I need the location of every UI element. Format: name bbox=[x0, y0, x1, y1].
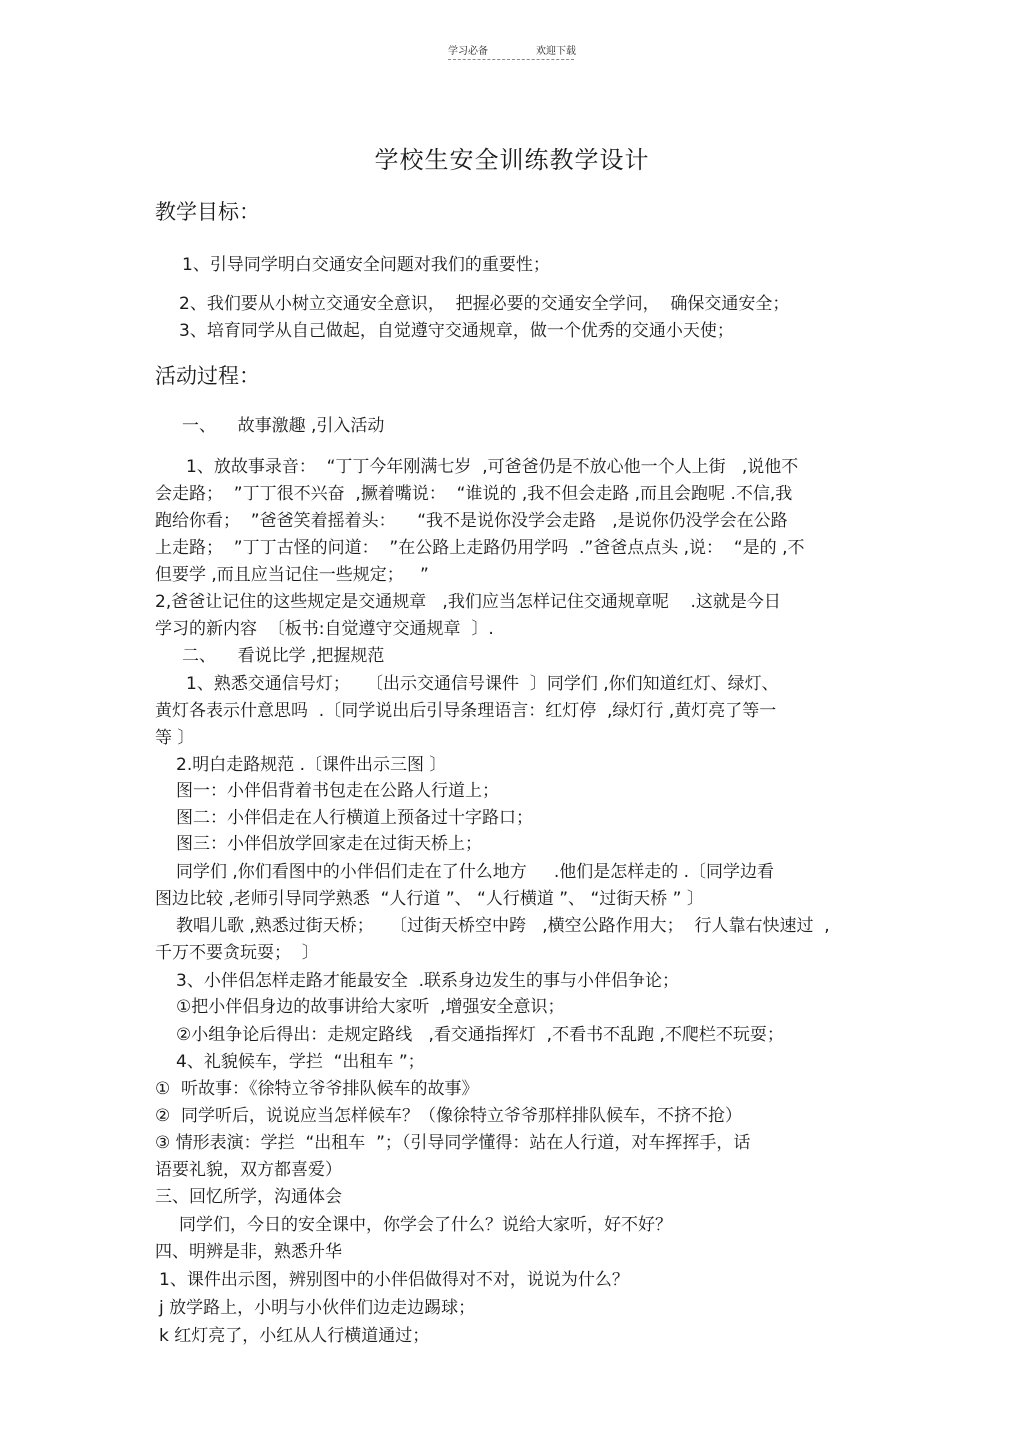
body-line: 上走路； ”丁丁古怪的问道： ”在公路上走路仍用学吗 .”爸爸点点头 ,说： “是的 ,不 bbox=[155, 538, 805, 558]
body-line: 图边比较 ,老师引导同学熟悉 “人行道 ”、 “人行横道 ”、 “过街天桥 ” 〕 bbox=[155, 889, 704, 909]
header-left-text: 学习必备 bbox=[448, 46, 488, 57]
body-line: 2.明白走路规范 .〔课件出示三图 〕 bbox=[176, 755, 447, 775]
body-line: ① 听故事：《徐特立爷爷排队候车的故事》 bbox=[155, 1079, 479, 1099]
body-line: 等 〕 bbox=[155, 728, 195, 748]
body-line: 同学们 ,你们看图中的小伴侣们走在了什么地方 .他们是怎样走的 .〔同学边看 bbox=[176, 862, 775, 882]
body-line: 黄灯各表示什意思吗 .〔同学说出后引导条理语言：红灯停 ,绿灯行 ,黄灯亮了等一 bbox=[155, 701, 777, 721]
body-line: 图三：小伴侣放学回家走在过街天桥上； bbox=[176, 834, 482, 854]
body-line: 4、礼貌候车，学拦 “出租车 ”； bbox=[176, 1052, 425, 1072]
document-title: 学校生安全训练教学设计 bbox=[374, 146, 650, 174]
body-line: ②小组争论后得出：走规定路线 ,看交通指挥灯 ,不看书不乱跑 ,不爬栏不玩耍； bbox=[176, 1025, 784, 1045]
body-line: k 红灯亮了，小红从人行横道通过； bbox=[159, 1326, 430, 1346]
body-line: 1、熟悉交通信号灯； 〔出示交通信号课件 〕同学们 ,你们知道红灯、绿灯、 bbox=[186, 674, 779, 694]
body-line: 2,爸爸让记住的这些规定是交通规章 ,我们应当怎样记住交通规章呢 .这就是今日 bbox=[155, 592, 781, 612]
section-4-heading: 四、明辨是非，熟悉升华 bbox=[155, 1242, 342, 1262]
section-3-heading: 三、回忆所学，沟通体会 bbox=[155, 1187, 342, 1207]
section-2-heading: 二、 看说比学 ,把握规范 bbox=[182, 646, 385, 666]
section-1-heading: 一、 故事激趣 ,引入活动 bbox=[182, 416, 385, 436]
body-line: 会走路； ”丁丁很不兴奋 ,撅着嘴说： “谁说的 ,我不但会走路 ,而且会跑呢 .不信,我 bbox=[155, 484, 793, 504]
body-line: ③ 情形表演：学拦 “出租车 ”；（引导同学懂得：站在人行道，对车挥挥手，话 bbox=[155, 1133, 751, 1153]
heading-process: 活动过程： bbox=[155, 364, 260, 388]
body-line: 千万不要贪玩耍； 〕 bbox=[155, 943, 319, 963]
body-line: 同学们，今日的安全课中，你学会了什么？说给大家听，好不好？ bbox=[179, 1215, 672, 1235]
goal-line-3: 3、培育同学从自己做起，自觉遵守交通规章，做一个优秀的交通小天使； bbox=[179, 321, 734, 341]
goal-line-2: 2、我们要从小树立交通安全意识， 把握必要的交通安全学问， 确保交通安全； bbox=[179, 294, 790, 314]
body-line: 教唱儿歌 ,熟悉过街天桥； 〔过街天桥空中跨 ,横空公路作用大； 行人靠右快速过 , bbox=[176, 916, 830, 936]
heading-goals: 教学目标： bbox=[155, 200, 260, 224]
body-line: 图二：小伴侣走在人行横道上预备过十字路口； bbox=[176, 808, 533, 828]
body-line: 学习的新内容 〔板书:自觉遵守交通规章 〕. bbox=[155, 619, 494, 639]
body-line: 1、课件出示图，辨别图中的小伴侣做得对不对，说说为什么？ bbox=[159, 1270, 629, 1290]
body-line: 跑给你看； ”爸爸笑着摇着头： “我不是说你没学会走路 ,是说你仍没学会在公路 bbox=[155, 511, 788, 531]
page-header bbox=[448, 42, 576, 57]
body-line: ② 同学听后，说说应当怎样候车？（像徐特立爷爷那样排队候车，不挤不抢） bbox=[155, 1106, 743, 1126]
header-divider bbox=[448, 59, 574, 60]
goal-line-1: 1、引导同学明白交通安全问题对我们的重要性； bbox=[182, 255, 550, 275]
body-line: 语要礼貌，双方都喜爱） bbox=[155, 1160, 342, 1180]
body-line: 3、小伴侣怎样走路才能最安全 .联系身边发生的事与小伴侣争论； bbox=[176, 971, 680, 991]
header-right-text: 欢迎下载 bbox=[536, 46, 576, 57]
body-line: 1、放故事录音： “丁丁今年刚满七岁 ,可爸爸仍是不放心他一个人上街 ,说他不 bbox=[186, 457, 799, 477]
body-line: 但要学 ,而且应当记住一些规定； ” bbox=[155, 565, 429, 585]
body-line: j 放学路上，小明与小伙伴们边走边踢球； bbox=[159, 1298, 476, 1318]
body-line: ①把小伴侣身边的故事讲给大家听 ,增强安全意识； bbox=[176, 997, 565, 1017]
body-line: 图一：小伴侣背着书包走在公路人行道上； bbox=[176, 781, 499, 801]
